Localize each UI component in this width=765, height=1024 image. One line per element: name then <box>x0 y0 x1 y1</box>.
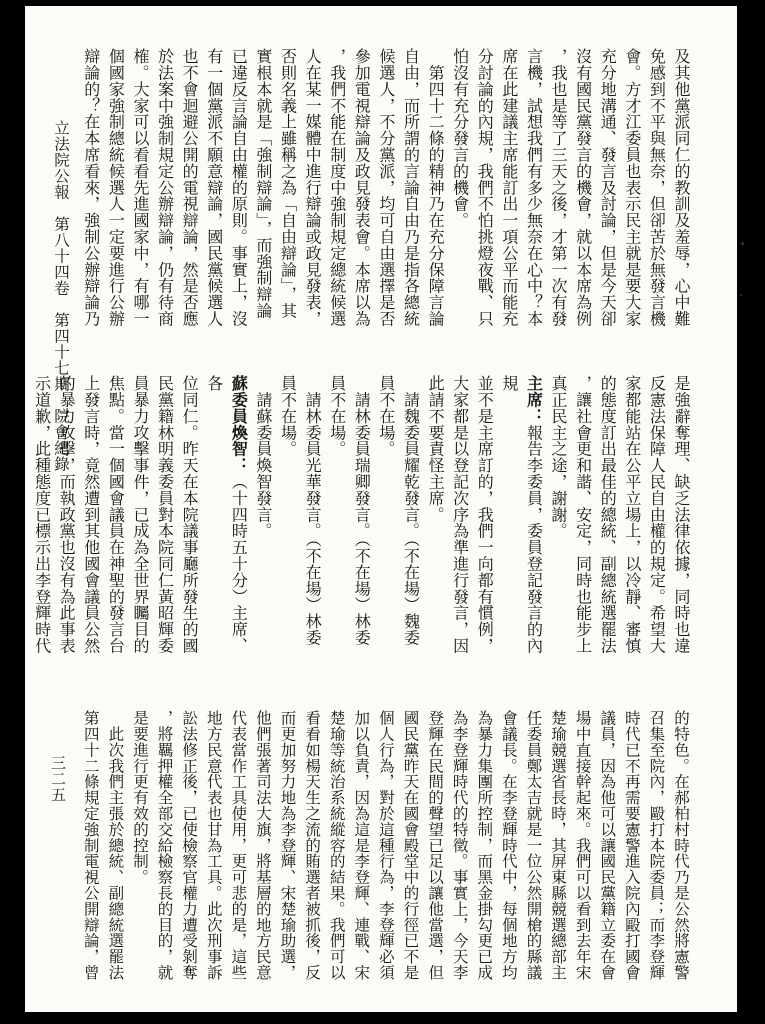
text-column: 位同仁。昨天在本院議事廳所發生的國 <box>180 375 198 654</box>
gazette-side-header: 立法院公報 第八十四卷 第四十七期 院會紀錄 <box>52 120 69 472</box>
text-column: 實根本就是「強制辯論」，而強制辯論 <box>253 48 271 319</box>
text-column: 並不是主席訂的，我們一向都有慣例， <box>475 375 493 654</box>
text-column: 為暴力集團所控制，而黑金掛勾更已成 <box>475 710 493 981</box>
text-column: 焦點。當一個國會議員在神聖的發言台 <box>106 375 124 654</box>
text-column: 會議長。在李登輝時代中，每個地方均 <box>499 710 517 981</box>
text-column: 候選人，不分黨派，均可自由選擇是否 <box>376 48 394 327</box>
text-column: 任委員鄭太吉就是一位公然開槍的縣議 <box>524 710 542 981</box>
text-column: 國民黨昨天在國會殿堂中的行徑已不是 <box>401 710 419 981</box>
text-column: 蘇委員煥智：（十四時五十分）主席、各 <box>204 375 247 654</box>
text-column: 家都能站在公平立場上，以冷靜、審慎 <box>622 375 640 654</box>
text-column: 第四十二條規定強制電視公開辯論，曾 <box>81 710 99 981</box>
text-column: 此請不要責怪主席。 <box>426 375 444 523</box>
text-column: 怕沒有充分發言的機會。 <box>450 48 468 229</box>
text-column: 大家都是以登記次序為準進行發言，因 <box>450 375 468 654</box>
text-column: 會。方才江委員也表示民主就是要大家 <box>622 48 640 327</box>
text-column: 反憲法保障人民自由權的規定。希望大 <box>647 375 665 654</box>
text-column: 地方民意代表也甘為工具。此次刑事訴 <box>204 710 222 981</box>
text-column: 沒有國民黨發言的機會，就以本席為例 <box>573 48 591 327</box>
text-column: 召集至院內，毆打本院委員；而李登輝 <box>647 710 665 981</box>
text-column: 榷。大家可以看看先進國家中，有哪一 <box>130 48 148 327</box>
speaker-name: 蘇委員煥智： <box>229 375 247 474</box>
text-column: 請蘇委員煥智發言。 <box>253 375 271 539</box>
text-column: 的特色。在郝柏村時代乃是公然將憲警 <box>672 710 689 981</box>
scan-edge-artifact <box>0 1014 78 1024</box>
text-column: 參加電視辯論及政見發表會。本席以為 <box>352 48 370 327</box>
text-column: 民黨籍林明義委員對本院同仁黃昭輝委 <box>155 375 173 654</box>
text-column: 代表當作工具使用，更可悲的是，這些 <box>229 710 247 981</box>
middle-text-block <box>32 375 692 667</box>
text-column: 時代已不再需要憲警進入院內毆打國會 <box>622 710 640 981</box>
text-column: 此次我們主張於總統、副總統選罷法 <box>106 710 124 981</box>
text-column: 充分地溝通、發言及討論，但是今天卻 <box>598 48 616 327</box>
text-column: 個國家強制總統候選人一定要進行公辦 <box>106 48 124 327</box>
text-column: 楚瑜等統治系統縱容的結果。我們可以 <box>327 710 345 981</box>
text-column: ，我們不能在制度中強制規定總統候選 <box>327 48 345 327</box>
text-column: 免感到不平與無奈，但卻苦於無發言機 <box>647 48 665 327</box>
text-column: 分討論的內規，我們不怕挑燈夜戰、只 <box>475 48 493 327</box>
text-column: 登輝在民間的聲望已足以讓他當選，但 <box>426 710 444 981</box>
text-column: 他們張著司法大旗，將基層的地方民意 <box>253 710 271 981</box>
upper-text-block <box>68 48 692 340</box>
text-column: 請魏委員耀乾發言。（不在場）魏委 <box>401 375 419 646</box>
text-column: 示道歉，此種態度已標示出李登輝時代 <box>32 375 50 654</box>
text-column: 已違反言論自由權的原則。事實上，沒 <box>229 48 247 327</box>
text-column: 加以負責，因為這是李登輝、連戰、宋 <box>352 710 370 981</box>
text-column: ，讓社會更和諧、安定，同時也能步上 <box>573 375 591 654</box>
speaker-name: 主席： <box>524 375 542 425</box>
text-column: 員不在場。 <box>278 375 296 457</box>
text-column: 是強辭奪理、缺乏法律依據，同時也違 <box>672 375 689 654</box>
text-column: 請林委員光華發言。（不在場）林委 <box>303 375 321 646</box>
text-column: 上發言時，竟然遭到其他國會議員公然 <box>81 375 99 654</box>
text-column: 的態度訂出最佳的總統、副總統選罷法 <box>598 375 616 654</box>
lower-text-block <box>68 710 692 990</box>
scan-speck <box>741 242 744 245</box>
text-column: 言機，試想我們有多少無奈在心中？本 <box>524 48 542 327</box>
text-column: 員暴力攻擊事件，已成為全世界矚目的 <box>130 375 148 654</box>
text-column: 是要進行更有效的控制。 <box>130 710 148 885</box>
scanned-paper <box>25 6 737 1012</box>
text-column: 為李登輝時代的特徵。事實上，今天李 <box>450 710 468 981</box>
text-column: 主席：報告李委員，委員登記發言的內規 <box>499 375 542 654</box>
text-column: 議員，因為他可以讓國民黨籍立委在會 <box>598 710 616 981</box>
scan-speck <box>740 294 742 296</box>
text-column: 人在某一媒體中進行辯論或政見發表， <box>303 48 321 327</box>
text-column: 訟法修正後，已使檢察官權力遭受剝奪 <box>180 710 198 981</box>
text-column: 自由，而所謂的言論自由乃是指各總統 <box>401 48 419 327</box>
text-column: 第四十二條的精神乃在充分保障言論 <box>426 48 444 327</box>
text-column: 的暴力攻擊，而執政黨也沒有為此事表 <box>57 375 75 654</box>
text-column: 而更加努力地為李登輝、宋楚瑜助選， <box>278 710 296 981</box>
text-column: 席在此建議主席能訂出一項公平而能充 <box>499 48 517 327</box>
text-column: 個人行為，對於這種行為，李登輝必須 <box>376 710 394 981</box>
text-column: 辯論的？在本席看來，強制公辦辯論乃 <box>81 48 99 327</box>
text-column: ，我也是等了三天之後，才第一次有發 <box>549 48 567 327</box>
text-column: 請林委員瑞卿發言。（不在場）林委 <box>352 375 370 646</box>
text-column: 否則名義上雖稱之為「自由辯論」，其 <box>278 48 296 319</box>
text-column: 員不在場。 <box>376 375 394 457</box>
text-column: 也不會迴避公開的電視辯論，然是否應 <box>180 48 198 327</box>
text-column: 及其他黨派同仁的教訓及羞辱，心中難 <box>672 48 689 327</box>
text-column: 場中直接幹起來。我們可以看到去年宋 <box>573 710 591 981</box>
text-column: 有一個黨派不願意辯論，國民黨候選人 <box>204 48 222 327</box>
text-column: ，將羈押權全部交給檢察長的目的，就 <box>155 710 173 981</box>
text-column: 看看如楊天生之流的賄選者被抓後，反 <box>303 710 321 981</box>
text-column: 楚瑜競選省長時，其屏東縣競選總部主 <box>549 710 567 981</box>
text-column: 於法案中強制規定公辦辯論，仍有待商 <box>155 48 173 327</box>
text-column: 真正民主之途，謝謝。 <box>549 375 567 539</box>
text-column: 員不在場。 <box>327 375 345 457</box>
page-number: 三二五 <box>49 755 65 803</box>
